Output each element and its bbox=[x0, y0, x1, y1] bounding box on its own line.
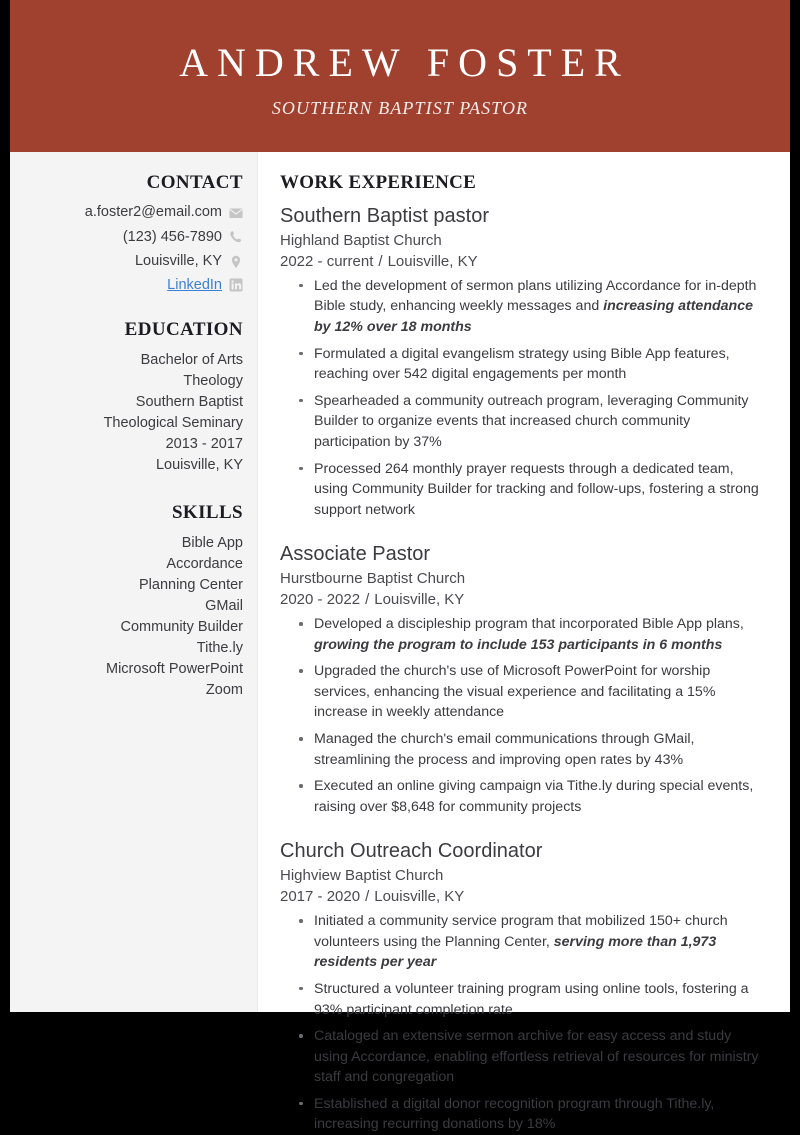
bullet-text: Executed an online giving campaign via Tithe.ly during special events, raising over $8,648 for community projects bbox=[314, 778, 754, 815]
job-bullet bbox=[314, 661, 764, 723]
linkedin-icon bbox=[229, 278, 243, 292]
education-line: Louisville, KY bbox=[155, 456, 243, 473]
bullet-text: Developed a discipleship program that incorporated Bible App plans, bbox=[314, 616, 744, 633]
job-meta-separator: / bbox=[378, 252, 383, 270]
applicant-name: ANDREW FOSTER bbox=[179, 40, 630, 85]
job-bullet-list bbox=[280, 911, 764, 1135]
job-bullet bbox=[314, 344, 764, 385]
bullet-text: Spearheaded a community outreach program, leveraging Community Builder to organize events that increased church community participation by 37% bbox=[314, 392, 749, 450]
contact-value: (123) 456-7890 bbox=[122, 228, 222, 245]
job-dates: 2022 - current bbox=[280, 252, 374, 270]
job-entry bbox=[280, 542, 764, 817]
education-line: 2013 - 2017 bbox=[165, 435, 243, 452]
contact-heading: CONTACT bbox=[146, 172, 243, 193]
bullet-text: Managed the church's email communications through GMail, streamlining the process and improving open rates by 43% bbox=[314, 731, 695, 768]
contact-link-text[interactable]: LinkedIn bbox=[167, 276, 222, 293]
education-line: Bachelor of Arts bbox=[140, 351, 243, 368]
skill-item: Tithe.ly bbox=[196, 639, 243, 656]
bullet-text: Structured a volunteer training program using online tools, fostering a 93% participant completion rate bbox=[314, 980, 749, 1018]
work-experience-heading: WORK EXPERIENCE bbox=[280, 172, 477, 193]
job-meta-separator: / bbox=[365, 887, 370, 905]
job-bullet bbox=[314, 391, 764, 453]
job-bullet bbox=[314, 979, 764, 1020]
job-bullet-list bbox=[280, 276, 764, 521]
resume-header-banner bbox=[10, 0, 790, 152]
job-entry bbox=[280, 839, 764, 1135]
job-bullet bbox=[314, 1094, 764, 1135]
skills-list bbox=[20, 533, 243, 701]
contact-item[interactable] bbox=[20, 277, 243, 293]
skills-heading: SKILLS bbox=[171, 501, 243, 523]
job-meta bbox=[280, 887, 764, 907]
skill-item: GMail bbox=[205, 597, 243, 614]
job-title: Church Outreach Coordinator bbox=[280, 840, 543, 863]
job-dates: 2020 - 2022 bbox=[280, 590, 361, 608]
education-line: Southern Baptist bbox=[135, 393, 243, 410]
contact-item bbox=[20, 203, 243, 223]
bullet-text: Formulated a digital evangelism strategy using Bible App features, reaching over 542 digital engagements per month bbox=[314, 345, 730, 383]
work-experience-list bbox=[280, 204, 764, 1135]
job-bullet bbox=[314, 911, 764, 973]
education-section bbox=[20, 319, 243, 476]
contact-value: Louisville, KY bbox=[134, 253, 222, 270]
bullet-emphasis: increasing attendance by 12% over 18 months bbox=[314, 298, 753, 335]
bullet-text: Established a digital donor recognition program through Tithe.ly, increasing recurring donations by 18% bbox=[314, 1095, 715, 1133]
phone-icon bbox=[229, 230, 243, 244]
bullet-text: Initiated a community service program that mobilized 150+ church volunteers using the Planning Center, bbox=[314, 913, 728, 950]
bullet-text: Led the development of sermon plans utilizing Accordance for in-depth Bible study, enhancing weekly messages and bbox=[314, 277, 757, 315]
job-bullet bbox=[314, 776, 764, 817]
education-line: Theological Seminary bbox=[103, 414, 243, 431]
location-pin-icon bbox=[229, 255, 243, 269]
job-bullet bbox=[314, 276, 764, 338]
contact-list bbox=[20, 203, 243, 293]
skill-item: Community Builder bbox=[120, 618, 243, 635]
bullet-text: Processed 264 monthly prayer requests through a dedicated team, using Community Builder for tracking and follow-ups, fostering a strong support network bbox=[314, 460, 759, 518]
education-heading: EDUCATION bbox=[124, 318, 243, 340]
job-title: Southern Baptist pastor bbox=[280, 205, 490, 227]
job-meta bbox=[280, 252, 764, 272]
job-bullet-list bbox=[280, 614, 764, 817]
job-bullet bbox=[314, 614, 764, 655]
skill-item: Bible App bbox=[181, 534, 243, 551]
skill-item: Zoom bbox=[205, 681, 243, 698]
education-line: Theology bbox=[183, 372, 243, 389]
envelope-icon bbox=[229, 206, 243, 220]
job-bullet bbox=[314, 459, 764, 521]
skill-item: Planning Center bbox=[139, 576, 243, 593]
bullet-emphasis: serving more than 1,973 residents per year bbox=[314, 933, 717, 971]
job-title: Associate Pastor bbox=[280, 543, 431, 566]
job-meta bbox=[280, 590, 764, 610]
job-meta-separator: / bbox=[365, 590, 370, 608]
job-entry bbox=[280, 204, 764, 520]
contact-item bbox=[20, 228, 243, 248]
contact-item bbox=[20, 252, 243, 272]
contact-section bbox=[20, 172, 243, 293]
education-list bbox=[20, 350, 243, 476]
job-bullet bbox=[314, 1026, 764, 1088]
job-company: Highview Baptist Church bbox=[280, 867, 444, 885]
job-location: Louisville, KY bbox=[374, 590, 465, 608]
job-location: Louisville, KY bbox=[387, 252, 478, 270]
job-bullet bbox=[314, 729, 764, 770]
skill-item: Accordance bbox=[166, 555, 243, 572]
main-column bbox=[258, 152, 790, 1133]
contact-value: a.foster2@email.com bbox=[84, 204, 222, 220]
bullet-emphasis: growing the program to include 153 participants in 6 months bbox=[314, 636, 723, 653]
applicant-job-title: SOUTHERN BAPTIST PASTOR bbox=[271, 98, 529, 118]
resume-body bbox=[10, 152, 790, 1133]
skills-section bbox=[20, 502, 243, 701]
job-company: Hurstbourne Baptist Church bbox=[280, 570, 466, 588]
skill-item: Microsoft PowerPoint bbox=[106, 660, 243, 677]
resume-page bbox=[10, 0, 790, 1133]
job-dates: 2017 - 2020 bbox=[280, 887, 361, 905]
job-location: Louisville, KY bbox=[374, 887, 465, 905]
sidebar bbox=[10, 152, 258, 1012]
job-company: Highland Baptist Church bbox=[280, 232, 442, 249]
bullet-text: Upgraded the church's use of Microsoft PowerPoint for worship services, enhancing the visual experience and facilitating a 15% increase in weekly attendance bbox=[314, 663, 716, 721]
bullet-text: Cataloged an extensive sermon archive for easy access and study using Accordance, enabling effortless retrieval of resources for ministry staff and congregation bbox=[314, 1028, 759, 1086]
